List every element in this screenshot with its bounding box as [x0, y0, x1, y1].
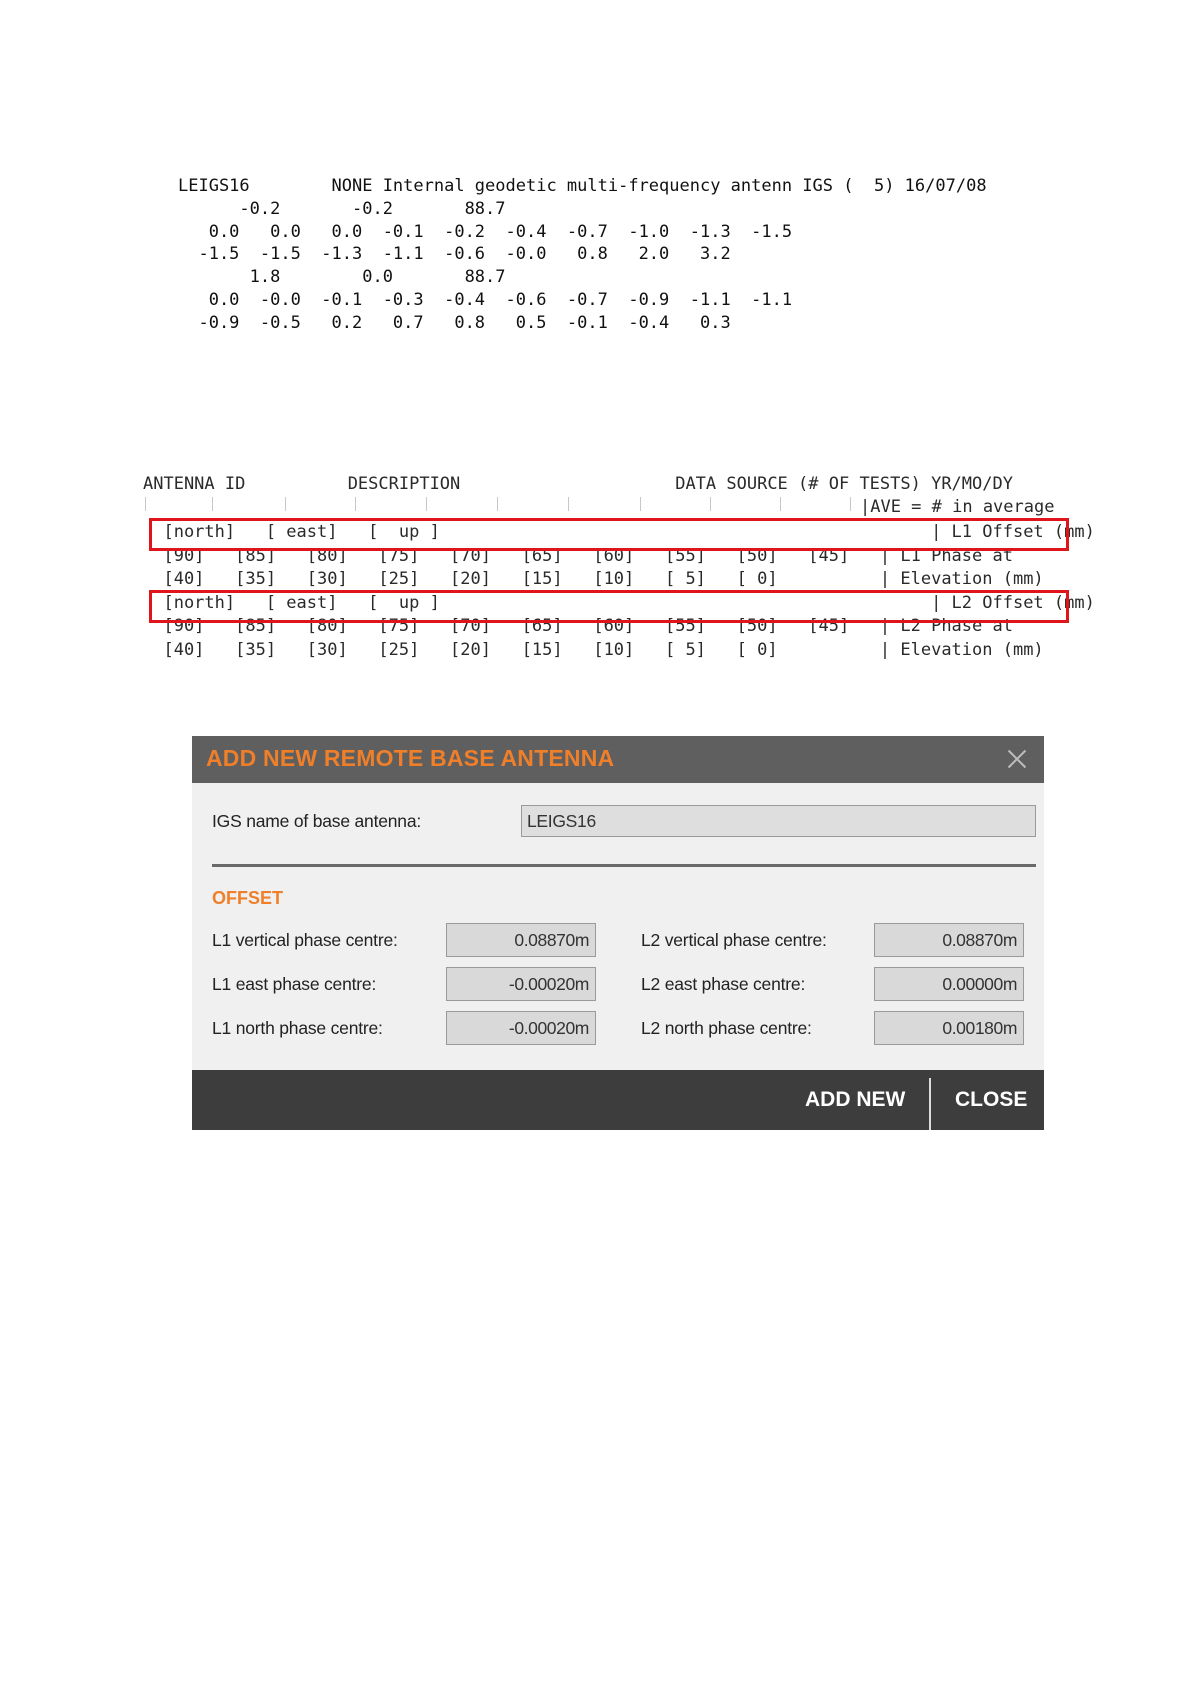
l2-east-field[interactable]: 0.00000m	[874, 967, 1024, 1001]
header-column-title: ANTENNA ID DESCRIPTION DATA SOURCE (# OF TESTS) YR/MO/DY	[143, 474, 1013, 494]
header-ave-line: |AVE = # in average	[860, 497, 1055, 517]
l1-east-field[interactable]: -0.00020m	[446, 967, 596, 1001]
header-row-l1-elevation: [40] [35] [30] [25] [20] [15] [10] [ 5] [ 0] | Elevation (mm)	[143, 569, 1044, 589]
dialog-title: ADD NEW REMOTE BASE ANTENNA	[206, 745, 615, 771]
l1-vertical-field[interactable]: 0.08870m	[446, 923, 596, 957]
antenna-file-line: LEIGS16 NONE Internal geodetic multi-frequency antenn IGS ( 5) 16/07/08	[178, 176, 987, 196]
l1-north-field[interactable]: -0.00020m	[446, 1011, 596, 1045]
antenna-file-line: -0.2 -0.2 88.7	[178, 198, 506, 219]
l2-north-label: L2 north phase centre:	[641, 1018, 812, 1038]
header-row-l2-phase: [90] [85] [80] [75] [70] [65] [60] [55] [50] [45] | L2 Phase at	[143, 616, 1013, 636]
add-new-button[interactable]: ADD NEW	[805, 1088, 906, 1111]
close-button[interactable]: CLOSE	[955, 1088, 1028, 1111]
l1-offset-highlight	[149, 518, 1069, 551]
igs-name-input[interactable]	[521, 805, 1036, 837]
l1-north-label: L1 north phase centre:	[212, 1018, 383, 1038]
add-remote-base-antenna-dialog	[192, 736, 1044, 1130]
igs-name-label: IGS name of base antenna:	[212, 811, 422, 831]
l2-north-field[interactable]: 0.00180m	[874, 1011, 1024, 1045]
dialog-title-bar	[192, 736, 1044, 783]
header-row-l2-elevation: [40] [35] [30] [25] [20] [15] [10] [ 5] [ 0] | Elevation (mm)	[143, 639, 1044, 660]
l1-east-label: L1 east phase centre:	[212, 974, 377, 994]
footer-separator	[929, 1078, 931, 1130]
antenna-file-block	[178, 175, 987, 335]
l2-east-label: L2 east phase centre:	[641, 974, 806, 994]
antenna-file-line: 0.0 0.0 0.0 -0.1 -0.2 -0.4 -0.7 -1.0 -1.3 -1.5	[178, 221, 793, 242]
header-row-l2-offset: [north] [ east] [ up ] | L2 Offset (mm)	[143, 592, 1095, 613]
header-row-l1-phase: [90] [85] [80] [75] [70] [65] [60] [55] [50] [45] | L1 Phase at	[143, 545, 1013, 566]
column-tick-marks	[140, 497, 870, 511]
antenna-file-line: 0.0 -0.0 -0.1 -0.3 -0.4 -0.6 -0.7 -0.9 -1.1 -1.1	[178, 289, 793, 310]
l2-vertical-label: L2 vertical phase centre:	[641, 930, 827, 950]
dialog-footer	[192, 1070, 1044, 1130]
antenna-file-line: -1.5 -1.5 -1.3 -1.1 -0.6 -0.0 0.8 2.0 3.2	[178, 244, 731, 265]
l2-offset-highlight	[149, 590, 1069, 623]
offset-section-title: OFFSET	[212, 888, 283, 908]
antenna-file-line: 1.8 0.0 88.7	[178, 267, 506, 288]
close-icon[interactable]	[1004, 746, 1030, 772]
section-divider	[212, 864, 1036, 867]
l2-vertical-field[interactable]: 0.08870m	[874, 923, 1024, 957]
l1-vertical-label: L1 vertical phase centre:	[212, 930, 398, 950]
header-row-l1-offset: [north] [ east] [ up ] | L1 Offset (mm)	[143, 522, 1095, 542]
antenna-file-line: -0.9 -0.5 0.2 0.7 0.8 0.5 -0.1 -0.4 0.3	[178, 312, 731, 333]
